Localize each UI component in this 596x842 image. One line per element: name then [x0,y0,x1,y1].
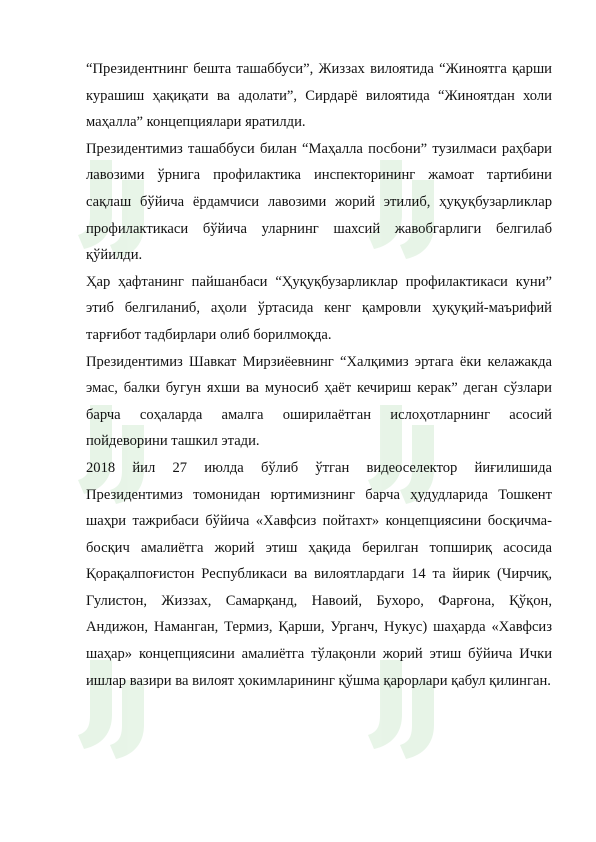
paragraph: Ҳар ҳафтанинг пайшанбаси “Ҳуқуқбузарликлар профилактикаси куни” этиб белгиланиб, аҳоли ўртасида кенг қамровли ҳуқуқий-маърифий тарғибот тадбирлари олиб борилмоқда. [86,273,552,343]
paragraph: 2018 йил 27 июлда бўлиб ўтган видеоселектор йиғилишида Президентимиз томонидан юртимизнинг барча ҳудудларида Тошкент шаҳри тажрибаси бўйича «Хавфсиз пойтахт» концепциясини босқичма-босқич амалиётга жорий этиш ҳақида берилган топшириқ асосида Қорақалпоғистон Республикаси ва вилоятлардаги 14 та йирик (Чирчиқ, Гулистон, Жиззах, Самарқанд, Навоий, Бухоро, Фарғона, Қўқон, Андижон, Наманган, Термиз, Қарши, Урганч, Нукус) шаҳарда «Хавфсиз шаҳар» концепциясини амалиётга тўлақонли жорий этиш бўйича Ички ишлар вазири ва вилоят ҳокимларининг қўшма қарорлари қабул қилинган. [86,459,552,689]
paragraph: Президентимиз Шавкат Мирзиёевнинг “Халқимиз эртага ёки келажакда эмас, балки бугун яхши ва муносиб ҳаёт кечириш керак” деган сўзлари барча соҳаларда амалга оширилаётган ислоҳотларнинг асосий пойдеворини ташкил этади. [86,353,552,450]
paragraph: Президентимиз ташаббуси билан “Маҳалла посбони” тузилмаси раҳбари лавозими ўрнига профилактика инспекторининг жамоат тартибини сақлаш бўйича ёрдамчиси лавозими жорий этилиб, ҳуқуқбузарликлар профилактикаси бўйича уларнинг шахсий жавобгарлиги белгилаб қўйилди. [86,140,552,264]
document-body [86,56,552,694]
paragraph: “Президентнинг бешта ташаббуси”, Жиззах вилоятида “Жиноятга қарши курашиш ҳақиқати ва адолати”, Сирдарё вилоятида “Жиноятдан холи маҳалла” концепциялари яратилди. [86,61,552,131]
